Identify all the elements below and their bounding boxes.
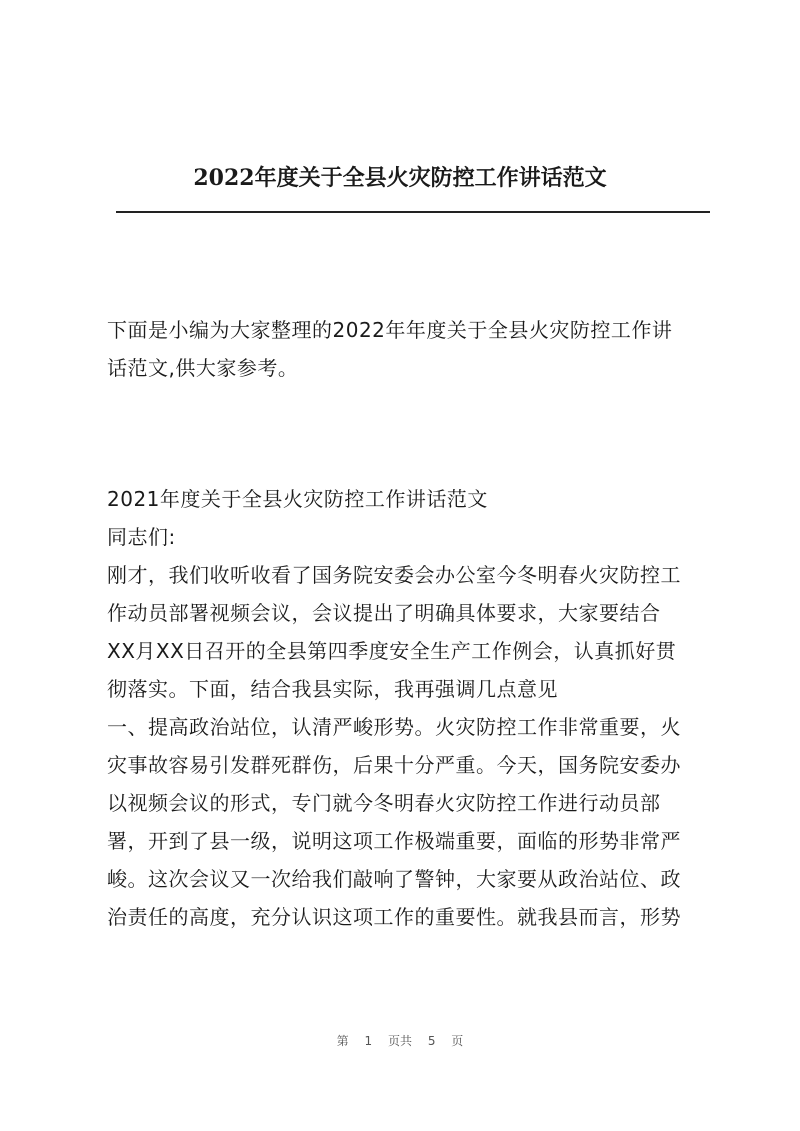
current-page-number: 1: [364, 1034, 373, 1048]
page-label-suffix: 页: [451, 1034, 464, 1048]
salutation: 同志们:: [107, 525, 176, 549]
body-line: 峻。这次会议又一次给我们敲响了警钟，大家要从政治站位、政: [107, 867, 681, 891]
body-line: 署，开到了县一级，说明这项工作极端重要，面临的形势非常严: [107, 829, 681, 853]
page-label-prefix: 第: [336, 1034, 349, 1048]
page-label-mid: 页共: [387, 1034, 412, 1048]
intro-line: 话范文,供大家参考。: [107, 356, 299, 380]
body-line: 一、提高政治站位，认清严峻形势。火灾防控工作非常重要，火: [107, 715, 681, 739]
speech-body: [107, 480, 707, 936]
total-pages-number: 5: [427, 1034, 436, 1048]
title-underline: [116, 211, 710, 213]
body-line: 刚才，我们收听收看了国务院安委会办公室今冬明春火灾防控工: [107, 563, 681, 587]
body-line: XX月XX日召开的全县第四季度安全生产工作例会，认真抓好贯: [107, 639, 677, 663]
document-title: 2022年度关于全县火灾防控工作讲话范文: [193, 165, 607, 191]
body-line: 灾事故容易引发群死群伤，后果十分严重。今天，国务院安委办: [107, 753, 681, 777]
intro-paragraph: [107, 311, 707, 387]
body-line: 彻落实。下面，结合我县实际，我再强调几点意见: [107, 677, 558, 701]
intro-line: 下面是小编为大家整理的2022年年度关于全县火灾防控工作讲: [107, 318, 673, 342]
page-footer: [0, 1032, 800, 1049]
body-line: 治责任的高度，充分认识这项工作的重要性。就我县而言，形势: [107, 905, 681, 929]
speech-heading: 2021年度关于全县火灾防控工作讲话范文: [107, 487, 488, 511]
body-line: 作动员部署视频会议，会议提出了明确具体要求，大家要结合: [107, 601, 661, 625]
body-line: 以视频会议的形式，专门就今冬明春火灾防控工作进行动员部: [107, 791, 661, 815]
